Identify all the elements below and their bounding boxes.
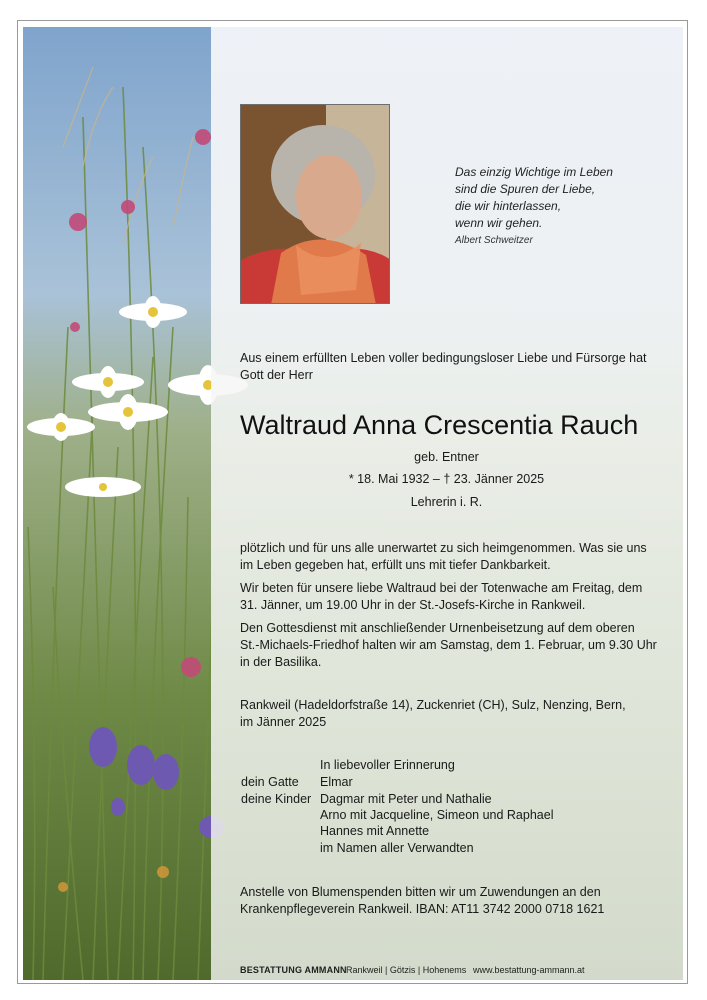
children-label: deine Kinder xyxy=(241,792,312,806)
deceased-name: Waltraud Anna Crescentia Rauch xyxy=(240,410,639,440)
quote-line: wenn wir gehen. xyxy=(455,216,543,230)
place-line-2: im Jänner 2025 xyxy=(240,715,327,729)
body-paragraph-2-line-2: 31. Jänner, um 19.00 Uhr in der St.-Josefs-Kirche in Rankweil. xyxy=(240,598,586,612)
portrait-image xyxy=(241,105,390,304)
donation-line-1: Anstelle von Blumenspenden bitten wir um Zuwendungen an den xyxy=(240,885,601,899)
relatives-line: im Namen aller Verwandten xyxy=(320,841,474,855)
quote-line: die wir hinterlassen, xyxy=(455,199,562,213)
child-family-2: Arno mit Jacqueline, Simeon und Raphael xyxy=(320,808,554,822)
child-family-1: Dagmar mit Peter und Nathalie xyxy=(320,792,492,806)
quote-block xyxy=(455,164,675,232)
quote-author: Albert Schweitzer xyxy=(455,235,533,246)
footer-company xyxy=(240,965,347,975)
intro-line-1: Aus einem erfüllten Leben voller bedingungsloser Liebe und Fürsorge hat xyxy=(240,351,647,365)
birth-name: geb. Entner xyxy=(414,450,479,464)
body-paragraph-2-line-1: Wir beten für unsere liebe Waltraud bei der Totenwache am Freitag, dem xyxy=(240,581,643,595)
body-paragraph-1-line-1: plötzlich und für uns alle unerwartet zu sich heimgenommen. Was sie uns xyxy=(240,541,647,555)
body-paragraph-3-line-2: St.-Michaels-Friedhof halten wir am Samstag, dem 1. Februar, um 9.30 Uhr xyxy=(240,638,657,652)
mourners-heading: In liebevoller Erinnerung xyxy=(320,758,455,772)
place-line-1: Rankweil (Hadeldorfstraße 14), Zuckenriet (CH), Sulz, Nenzing, Bern, xyxy=(240,698,626,712)
quote-line: sind die Spuren der Liebe, xyxy=(455,182,596,196)
spouse-label: dein Gatte xyxy=(241,775,299,789)
portrait-photo xyxy=(240,104,390,304)
donation-line-2: Krankenpflegeverein Rankweil. IBAN: AT11 3742 2000 0718 1621 xyxy=(240,902,605,916)
body-paragraph-1-line-2: im Leben gegeben hat, erfüllt uns mit tiefer Dankbarkeit. xyxy=(240,558,551,572)
life-dates: * 18. Mai 1932 – † 23. Jänner 2025 xyxy=(348,472,545,486)
child-family-3: Hannes mit Annette xyxy=(320,824,430,838)
body-paragraph-3-line-1: Den Gottesdienst mit anschließender Urnenbeisetzung auf dem oberen xyxy=(240,621,635,635)
company-name: BESTATTUNG AMMANN xyxy=(240,965,347,975)
footer-locations: Rankweil | Götzis | Hohenems xyxy=(346,965,467,975)
profession: Lehrerin i. R. xyxy=(410,495,483,509)
intro-line-2: Gott der Herr xyxy=(240,368,313,382)
footer-website[interactable]: www.bestattung-ammann.at xyxy=(473,965,585,975)
quote-line: Das einzig Wichtige im Leben xyxy=(455,165,613,179)
spouse-name: Elmar xyxy=(320,775,353,789)
body-paragraph-3-line-3: in der Basilika. xyxy=(240,655,322,669)
